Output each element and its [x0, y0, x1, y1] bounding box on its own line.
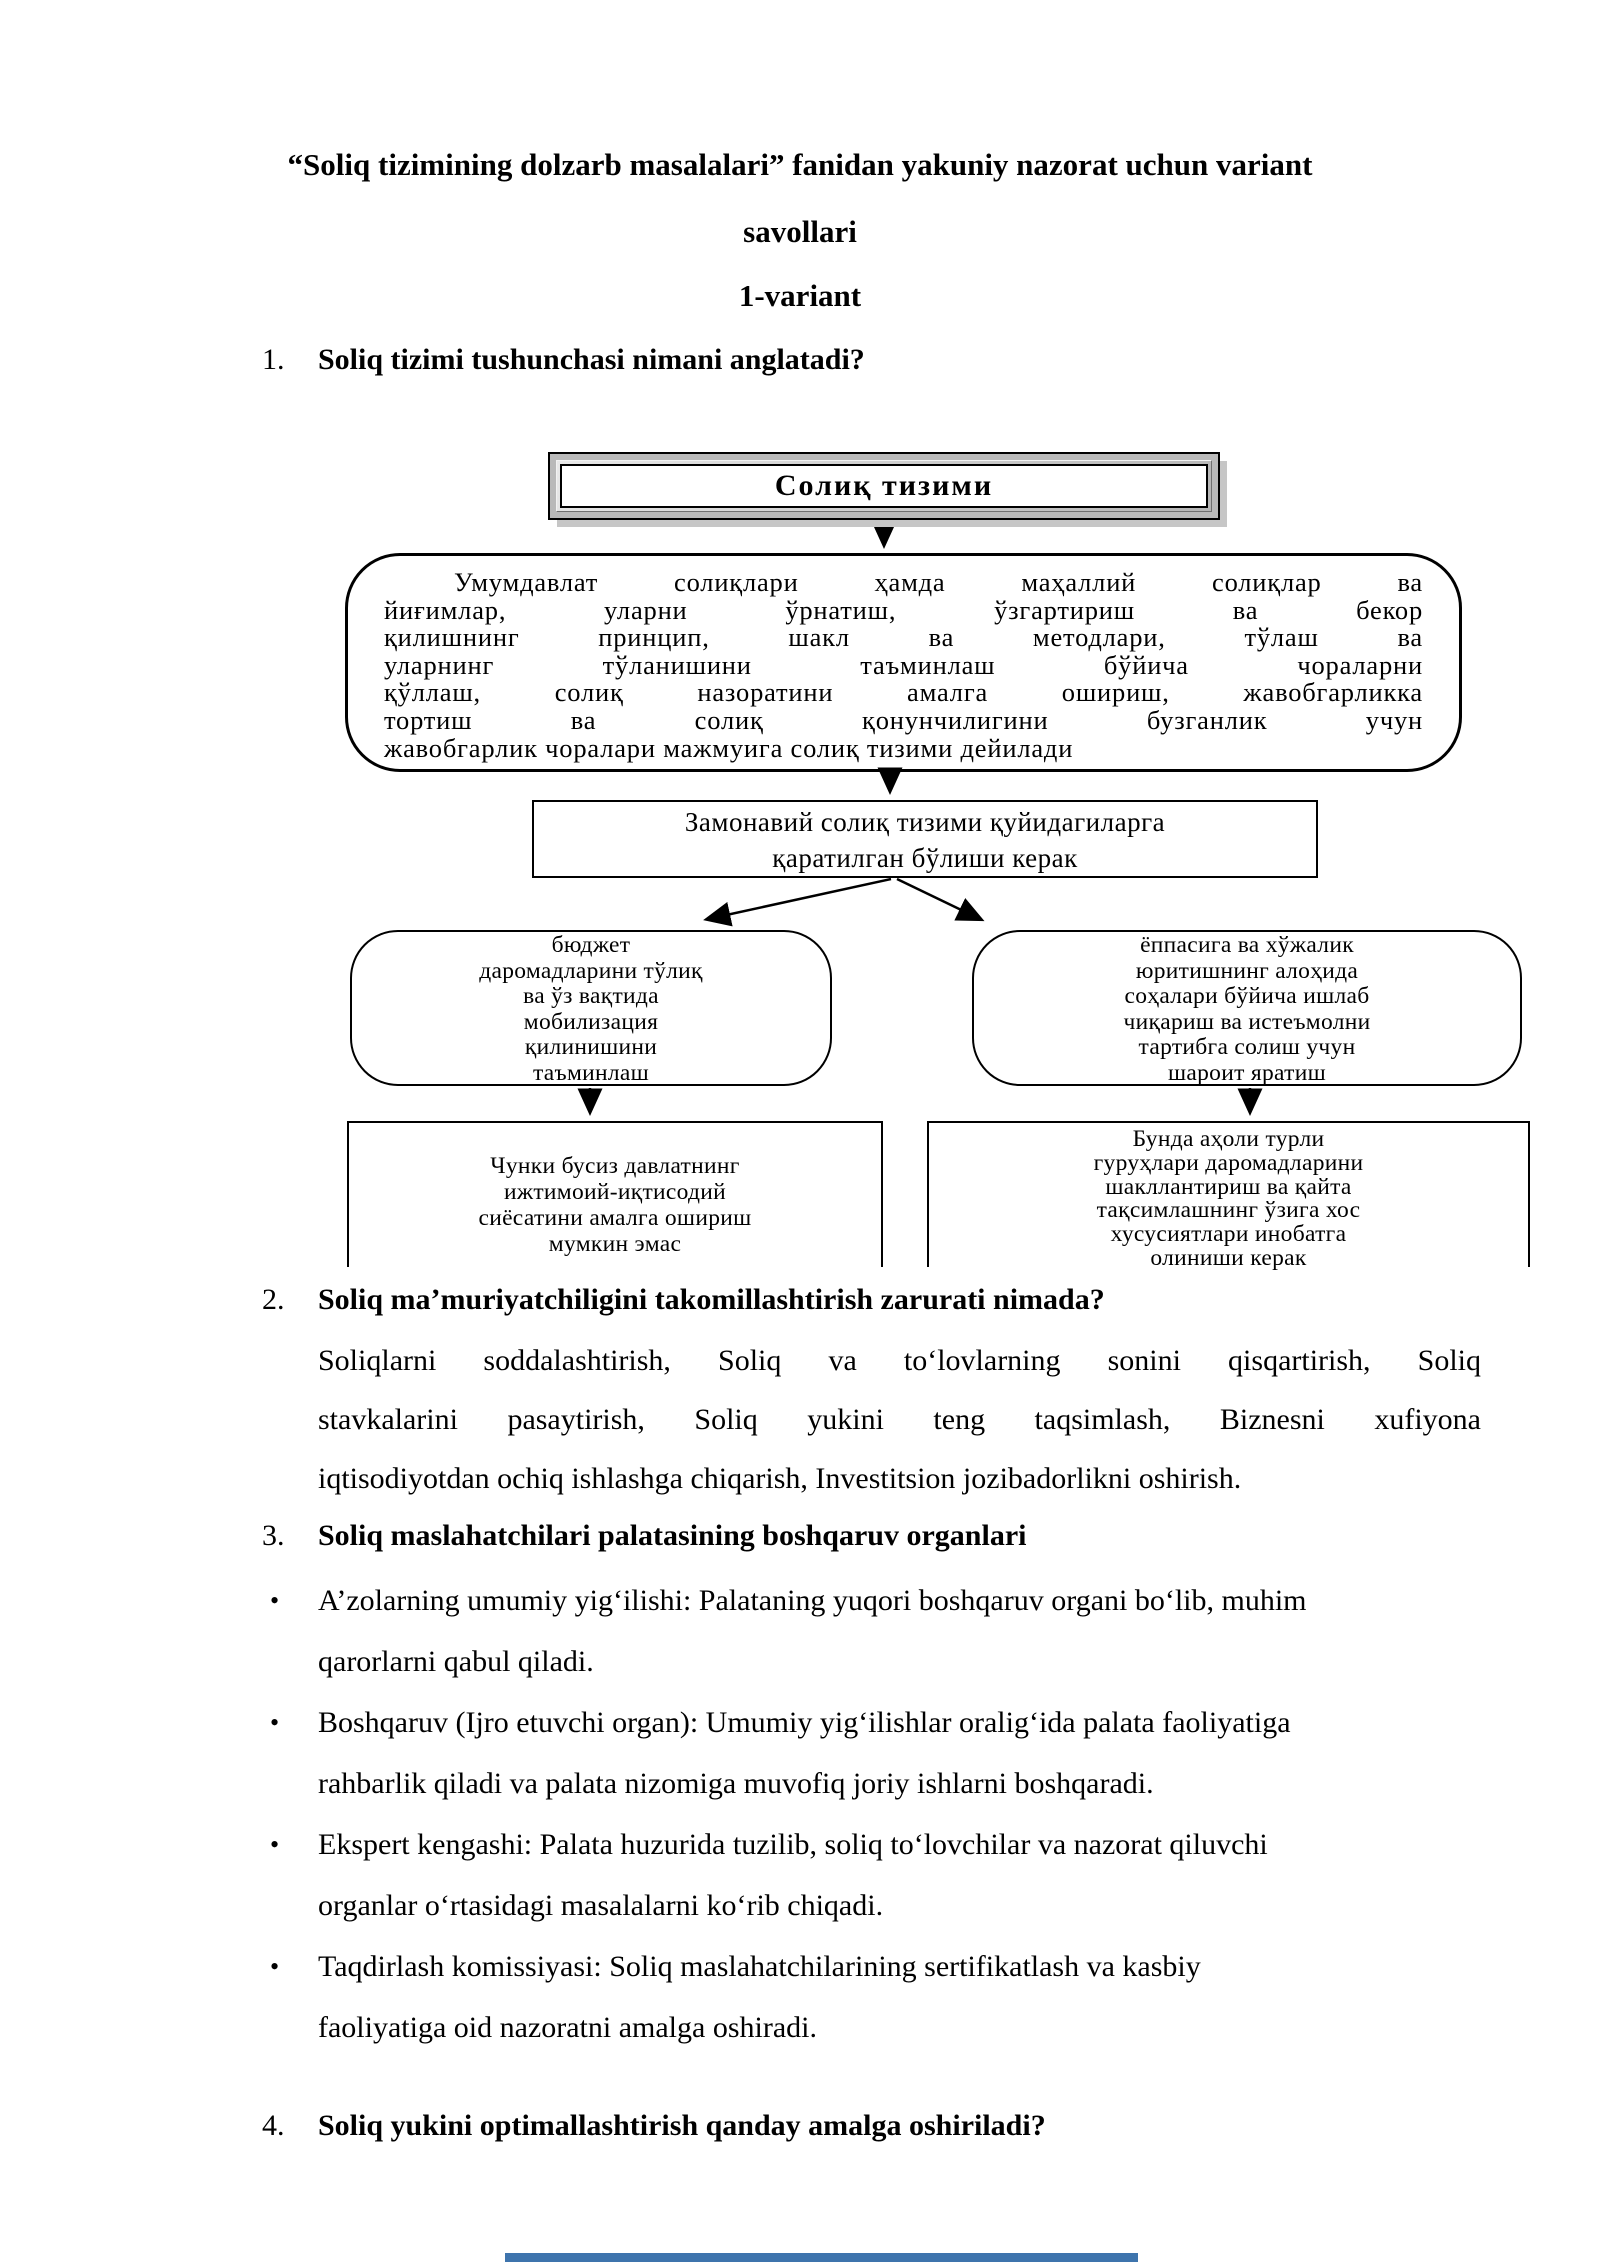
- bullet-marker: •: [270, 1586, 280, 1615]
- question-1: [262, 338, 1490, 382]
- flowchart-title-box-bevel: [556, 460, 1212, 512]
- flowchart-title-box-label: Солиқ тизими: [560, 464, 1208, 508]
- question-4-number: 4.: [262, 2109, 285, 2142]
- flowchart-definition-box: Умумдавлат солиқлари ҳамда маҳаллий солиқлар ва йиғимлар, уларни ўрнатиш, ўзгартириш ва бекор қилишнинг принцип, шакл ва методлари, тўлаш ва уларнинг тўланишини таъминлаш бўйича чораларни қўллаш, солиқ назоратини амалга ошириш, жавобгарликка тортиш ва солиқ қонунчилигини бузганлик учун жавобгарлик чоралари мажмуига солиқ тизими дейилади: [345, 553, 1462, 772]
- question-3-number: 3.: [262, 1519, 285, 1552]
- bullet-award-commission: [262, 1936, 1490, 2058]
- question-4: [262, 2104, 1490, 2148]
- question-2-number: 2.: [262, 1283, 285, 1316]
- question-3-title: Soliq maslahatchilari palatasining boshqaruv organlari: [318, 1519, 1027, 1552]
- bullet-award-commission-text: Taqdirlash komissiyasi: Soliq maslahatchilarining sertifikatlash va kasbiy faoliyatiga oid nazoratni amalga oshiradi.: [318, 1950, 1201, 2044]
- flowchart-left-note-box: Чунки бусиз давлатнинг ижтимоий-иқтисодий сиёсатини амалга ошириш мумкин эмас: [347, 1121, 883, 1267]
- question-3: [262, 1514, 1490, 1558]
- question-1-title: Soliq tizimi tushunchasi nimani anglatadi?: [318, 343, 865, 376]
- variant-label: 1-variant: [738, 278, 862, 313]
- flowchart-title-box: [548, 452, 1220, 520]
- document-title-line1: “Soliq tizimining dolzarb masalalari” fanidan yakuniy nazorat uchun variant: [287, 147, 1313, 182]
- bullet-general-meeting: [262, 1570, 1490, 1692]
- bullet-marker: •: [270, 1830, 280, 1859]
- flowchart-requirement-box: Замонавий солиқ тизими қуйидагиларга қаратилган бўлиши керак: [532, 800, 1318, 878]
- bullet-expert-council: [262, 1814, 1490, 1936]
- bullet-marker: •: [270, 1708, 280, 1737]
- flowchart-right-branch-box: ёппасига ва хўжалик юритишнинг алоҳида соҳалари бўйича ишлаб чиқариш ва истеъмолни тартибга солиш учун шароит яратиш: [972, 930, 1522, 1086]
- question-2-title: Soliq ma’muriyatchiligini takomillashtirish zarurati nimada?: [318, 1283, 1105, 1316]
- question-1-number: 1.: [262, 343, 285, 376]
- bullet-management-board: [262, 1692, 1490, 1814]
- document-title-line2: savollari: [743, 214, 857, 249]
- flowchart-right-note-box: Бунда аҳоли турли гуруҳлари даромадларини шакллантириш ва қайта тақсимлашнинг ўзига хос хусусиятлари инобатга олиниши керак: [927, 1121, 1530, 1267]
- question-2-answer: Soliqlarni soddalashtirish, Soliq va to‘lovlarning sonini qisqartirish, Soliq stavkalarini pasaytirish, Soliq yukini teng taqsimlash, Biznesni xufiyona iqtisodiyotdan ochiq ishlashga chiqarish, Investitsion jozibadorlikni oshirish.: [318, 1344, 1481, 1495]
- question-2: [262, 1278, 1490, 1322]
- bullet-management-board-text: Boshqaruv (Ijro etuvchi organ): Umumiy yig‘ilishlar oralig‘ida palata faoliyatiga rahbarlik qiladi va palata nizomiga muvofiq joriy ishlarni boshqaradi.: [318, 1706, 1291, 1800]
- bullet-expert-council-text: Ekspert kengashi: Palata huzurida tuzilib, soliq to‘lovchilar va nazorat qiluvchi organlar o‘rtasidagi masalalarni ko‘rib chiqadi.: [318, 1828, 1268, 1922]
- clipped-blue-shape: [505, 2253, 1138, 2262]
- flowchart-left-branch-box: бюджет даромадларини тўлиқ ва ўз вақтида мобилизация қилинишини таъминлаш: [350, 930, 832, 1086]
- bullet-general-meeting-text: A’zolarning umumiy yig‘ilishi: Palataning yuqori boshqaruv organi bo‘lib, muhim qarorlarni qabul qiladi.: [318, 1584, 1307, 1678]
- question-4-title: Soliq yukini optimallashtirish qanday amalga oshiriladi?: [318, 2109, 1046, 2142]
- bullet-marker: •: [270, 1952, 280, 1981]
